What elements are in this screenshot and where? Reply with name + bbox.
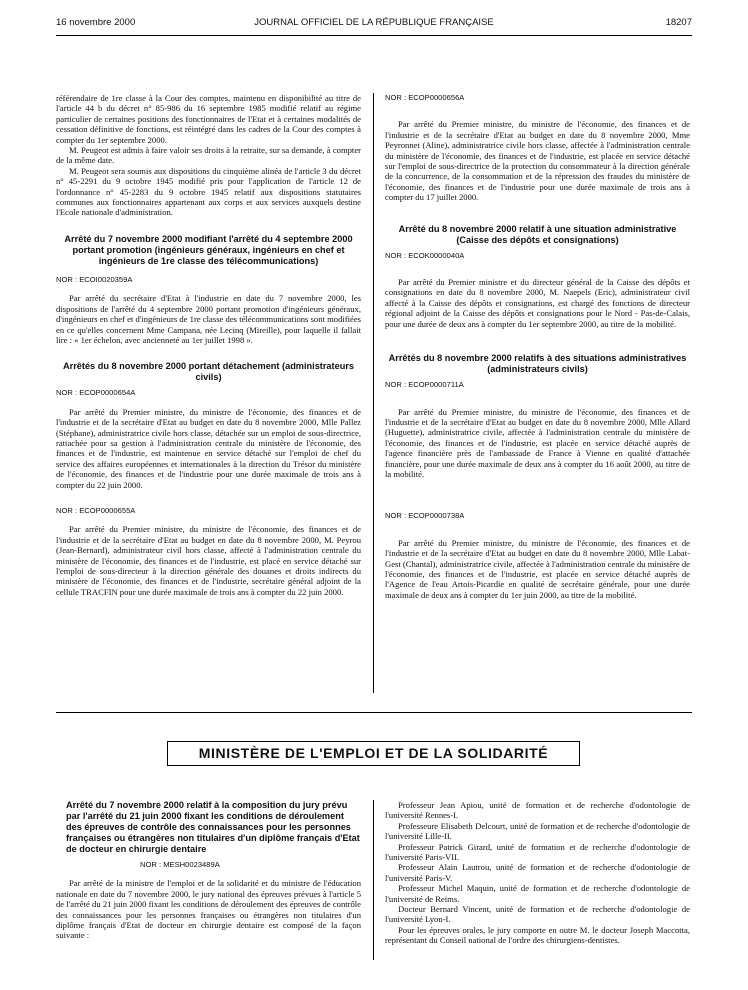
column-divider <box>373 93 374 693</box>
nor-reference: NOR : ECOP0000655A <box>56 505 136 515</box>
paragraph: Pour les épreuves orales, le jury comporte en outre M. le docteur Joseph Maccotta, représentant du Conseil national de l'ordre des chirurgiens-dentistes. <box>385 924 690 946</box>
nor-reference: NOR : ECOP0000656A <box>385 93 465 102</box>
paragraph: référendaire de 1re classe à la Cour des comptes, maintenu en disponibilité au titre de l'article 44 b du décret n° 85-986 du 16 septembre 1985 modifié relatif au régime particulier de certaines positions des fonctionnaires de l'Etat et à certaines modalités de cessation définitive de fonctions, est réintégré dans les cadres de la Cour des comptes à compter du 1er septembre 2000. <box>56 93 361 145</box>
paragraph: Par arrêté du Premier ministre, du ministre de l'économie, des finances et de l'industrie et de la secrétaire d'Etat au budget en date du 8 novembre 2000, M. Peyrou (Jean-Bernard), administrateur civil hors classe, affecté à l'administration centrale du ministère de l'économie, des finances et de l'industrie, est placé en service détaché sur l'emploi de sous-directeur à la direction générale des douanes et droits indirects du ministère de l'économie, des finances et de l'industrie, secrétaire général adjoint de la cellule TRACFIN pour une durée maximale de trois ans à compter du 22 juin 2000. <box>56 524 361 597</box>
bottom-left-column <box>56 800 361 975</box>
jury-member: Professeure Elisabeth Delcourt, unité de formation et de recherche d'odontologie de l'université Lille-II. <box>385 820 690 842</box>
decree-title: Arrêtés du 8 novembre 2000 relatifs à des situations administratives (administrateurs civils) <box>388 353 687 375</box>
header-page-number: 18207 <box>665 17 692 28</box>
paragraph: Par arrêté du Premier ministre, du ministre de l'économie, des finances et de l'industrie et de la secrétaire d'Etat au budget en date du 8 novembre 2000, Mme Peyronnet (Aline), administratrice civile hors classe, affectée à l'administration centrale du ministère de l'économie, des finances et de l'industrie, est placée en service détaché sur l'emploi de sous-directrice de la protection du consommateur à la direction générale de la concurrence, de la consommation et de la répression des fraudes du ministère de l'économie, des finances et de l'industrie pour une durée maximale de trois ans à compter du 17 juillet 2000. <box>385 119 690 203</box>
nor-reference: NOR : ECOI0020359A <box>56 274 133 284</box>
paragraph: M. Peugeot est admis à faire valoir ses droits à la retraite, sur sa demande, à compter de la même date. <box>56 145 361 166</box>
paragraph: Par arrêté du Premier ministre, du ministre de l'économie, des finances et de l'industrie et de la secrétaire d'Etat au budget en date du 8 novembre 2000, Mlle Pallez (Stéphane), administratrice civile hors classe, détachée sur un emploi de sous-directrice, rattachée pour sa gestion à l'administration centrale du ministère de l'économie, des finances et de l'industrie, est maintenue en service détaché sur l'emploi de chef du service des affaires européennes et internationales à la direction du Trésor du ministère de l'économie, des finances et de l'industrie pour une durée maximale de trois ans à compter du 22 juin 2000. <box>56 406 361 490</box>
nor-reference: NOR : ECOP0000738A <box>385 511 465 521</box>
jury-member: Professeur Patrick Girard, unité de formation et de recherche d'odontologie de l'université Paris-VII. <box>385 841 690 863</box>
jury-member: Professeur Michel Maquin, unité de formation et de recherche d'odontologie de l'université de Reims. <box>385 883 690 904</box>
paragraph: Par arrêté de la ministre de l'emploi et de la solidarité et du ministre de l'éducation nationale en date du 7 novembre 2000, le jury national des épreuves prévues à l'article 5 de l'arrêté du 21 juin 2000 fixant les conditions de déroulement des épreuves de contrôle des connaissances pour les personnes françaises ou étrangères non titulaires d'un diplôme français d'Etat de docteur en chirurgie dentaire est composé de la façon suivante : <box>56 878 361 941</box>
paragraph: Par arrêté du Premier ministre et du directeur général de la Caisse des dépôts et consignations en date du 8 novembre 2000, M. Naepels (Eric), administrateur civil affecté à la Caisse des dépôts et consignations, est chargé des fonctions de directeur régional adjoint de la Caisse des dépôts et consignations pour le Nord - Pas-de-Calais, pour une durée de deux ans à compter du 1er septembre 2000, au titre de la mobilité. <box>385 277 690 329</box>
decree-title: Arrêté du 8 novembre 2000 relatif à une situation administrative (Caisse des dépôts et consignations) <box>398 223 677 245</box>
decree-title: Arrêtés du 8 novembre 2000 portant détachement (administrateurs civils) <box>62 361 355 383</box>
section-rule <box>56 712 692 713</box>
nor-reference: NOR : ECOP0000654A <box>56 388 136 398</box>
bottom-right-column <box>385 800 690 975</box>
decree-title: Arrêté du 7 novembre 2000 relatif à la composition du jury prévu par l'arrêté du 21 juin 2000 fixant les conditions de déroulement des épreuves de contrôle des connaissances pour les personnes françaises ou étrangères non titulaires d'un diplôme français d'Etat de docteur en chirurgie dentaire <box>66 800 360 854</box>
nor-reference: NOR : MESH0023489A <box>140 860 220 869</box>
header-date: 16 novembre 2000 <box>56 17 136 28</box>
jury-member: Docteur Bernard Vincent, unité de formation et de recherche d'odontologie de l'université Lyon-I. <box>385 904 690 925</box>
header-title: JOURNAL OFFICIEL DE LA RÉPUBLIQUE FRANÇAISE <box>254 17 494 28</box>
nor-reference: NOR : ECOP0000711A <box>385 380 464 390</box>
nor-reference: NOR : ECOK0000040A <box>385 250 465 260</box>
right-column <box>385 93 690 693</box>
paragraph: Par arrêté du secrétaire d'Etat à l'industrie en date du 7 novembre 2000, les dispositions de l'arrêté du 4 septembre 2000 portant promotion d'ingénieurs généraux, d'ingénieurs en chef et d'ingénieurs de 1re classe des télécommunications sont modifiées en ce qu'elles concernent Mme Campana, née Lecinq (Mireille), pour laquelle il fallait lire : « 1er échelon, avec ancienneté au 1er juillet 1998 ». <box>56 293 361 345</box>
header-rule <box>56 35 692 36</box>
column-divider <box>373 800 374 960</box>
jury-member: Professeur Jean Apiou, unité de formation et de recherche d'odontologie de l'université Rennes-I. <box>385 800 690 821</box>
decree-title: Arrêté du 7 novembre 2000 modifiant l'arrêté du 4 septembre 2000 portant promotion (ingénieurs généraux, ingénieurs en chef et ingénieurs de 1re classe des télécommunications) <box>64 233 353 266</box>
paragraph: Par arrêté du Premier ministre, du ministre de l'économie, des finances et de l'industrie et de la secrétaire d'Etat au budget en date du 8 novembre 2000, Mlle Allard (Huguette), administratrice civile, affectée à l'administration centrale du ministère de l'économie, des finances et de l'industrie, est placée en service détaché auprès de l'agence financière près de l'ambassade de France à Vienne en qualité d'attachée financière, pour une durée maximale de deux ans à compter du 16 août 2000, au titre de la mobilité. <box>385 406 690 479</box>
ministry-title: MINISTÈRE DE L'EMPLOI ET DE LA SOLIDARITÉ <box>198 745 549 762</box>
left-column <box>56 93 361 693</box>
paragraph: M. Peugeot sera soumis aux dispositions du cinquième alinéa de l'article 3 du décret n° 45-2291 du 9 octobre 1945 modifié pris pour l'application de l'article 12 de l'ordonnance n° 45-2283 du 9 octobre 1945 relatif aux dispositions statutaires communes aux fonctionnaires appartenant aux corps et aux services auxquels destine l'Ecole nationale d'administration. <box>56 165 361 218</box>
jury-member: Professeur Alain Lautrou, unité de formation et de recherche d'odontologie de l'université Paris-V. <box>385 862 690 883</box>
ministry-banner <box>167 741 580 766</box>
paragraph: Par arrêté du Premier ministre, du ministre de l'économie, des finances et de l'industrie et de la secrétaire d'Etat au budget en date du 8 novembre 2000, Mlle Labat-Gest (Chantal), administratrice civile, affectée à l'administration centrale du ministère de l'économie, des finances et de l'industrie, est placée en service détaché auprès de l'Agence de l'eau Artois-Picardie en qualité de secrétaire générale, pour une durée maximale de deux ans à compter du 1er juin 2000, au titre de la mobilité. <box>385 537 690 600</box>
page-header <box>56 18 692 30</box>
